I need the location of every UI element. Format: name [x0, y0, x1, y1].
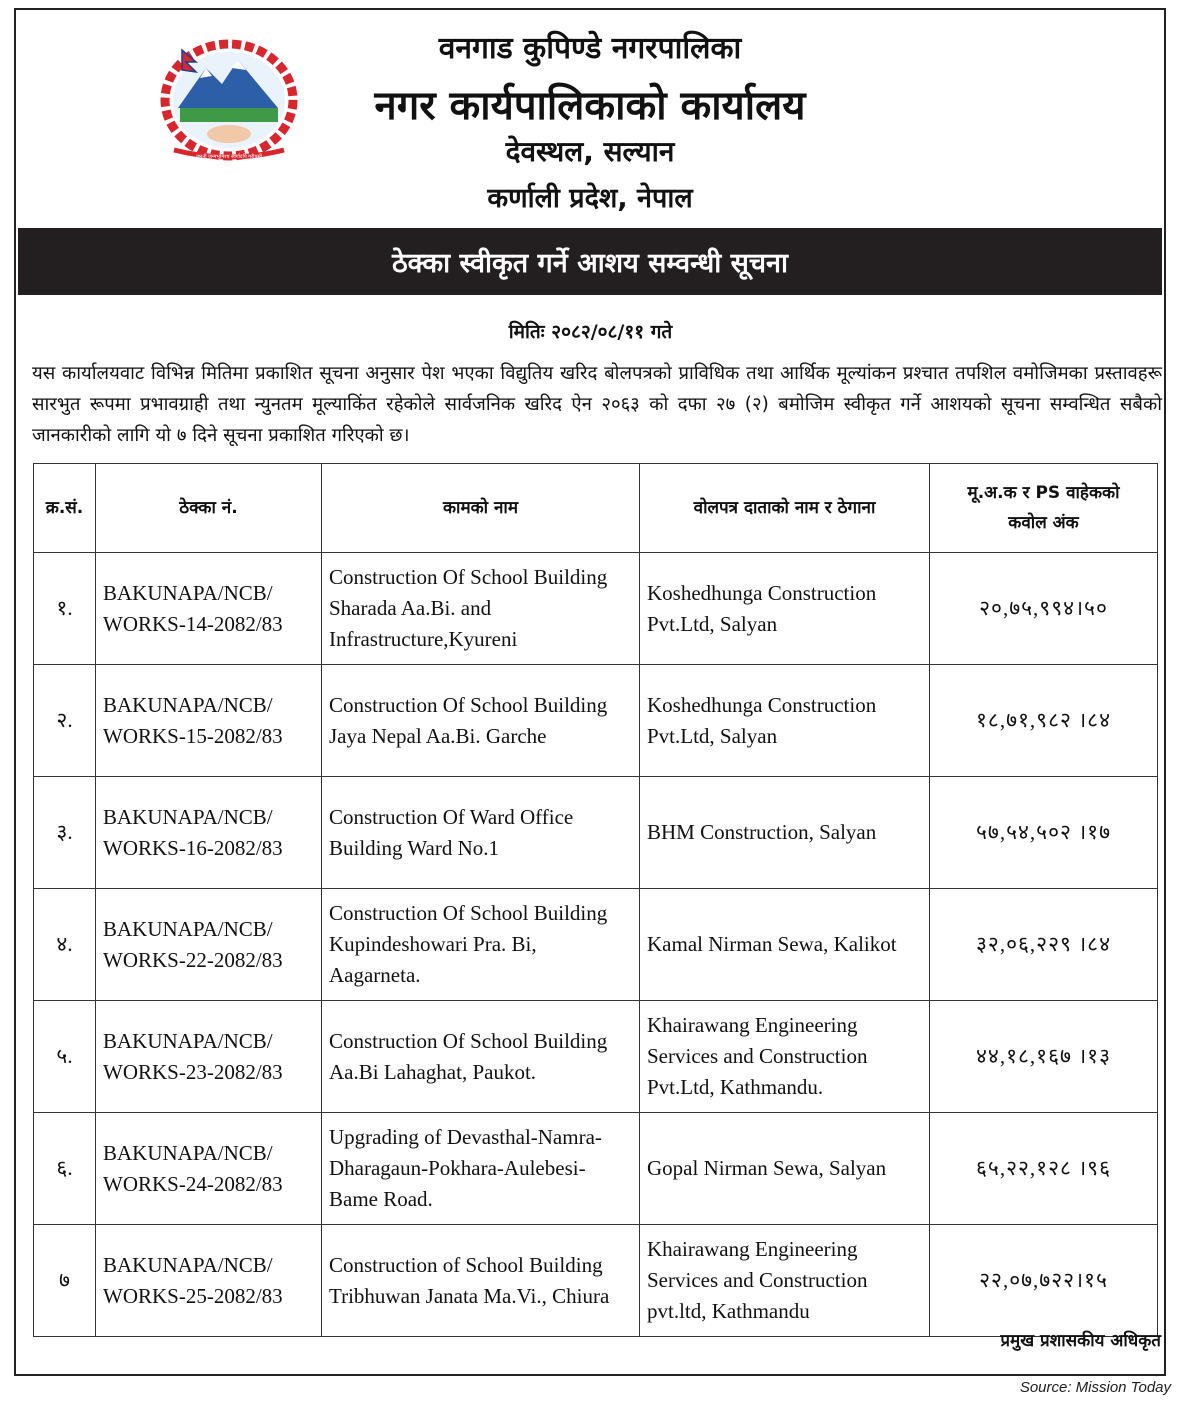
cell-sn: ४.: [34, 889, 96, 1001]
cell-sn: ६.: [34, 1113, 96, 1225]
cell-work-name: Construction Of School Building Kupindeshowari Pra. Bi, Aagarneta.: [322, 889, 640, 1001]
cell-amount: ५७,५४,५०२ ।१७: [930, 777, 1158, 889]
header-sn: क्र.सं.: [34, 464, 96, 553]
table-row: [34, 1113, 1158, 1225]
cell-contract-no: BAKUNAPA/NCB/ WORKS-14-2082/83: [96, 553, 322, 665]
cell-sn: २.: [34, 665, 96, 777]
table-header-row: [34, 464, 1158, 553]
cell-work-name: Construction Of School Building Sharada Aa.Bi. and Infrastructure,Kyureni: [322, 553, 640, 665]
nepal-emblem-icon: [156, 38, 302, 162]
notice-body: यस कार्यालयवाट विभिन्न मितिमा प्रकाशित सूचना अनुसार पेश भएका विद्युतिय खरिद बोलपत्रको प्राविधिक तथा आर्थिक मूल्यांकन प्रश्चात तपशिल वमोजिमका प्रस्तावहरू सारभुत रूपमा प्रभावग्राही तथा न्युनतम मूल्याकिंत रहेकोले सार्वजनिक खरिद ऐन २०६३ को दफा २७ (२) बमोजिम स्वीकृत गर्ने आशयको सूचना सम्वन्धित सबैको जानकारीको लागि यो ७ दिने सूचना प्रकाशित गरिएको छ।: [32, 363, 1162, 446]
header-amount: मू.अ.क र PS वाहेकको कवोल अंक: [930, 464, 1158, 553]
province-name: कर्णाली प्रदेश, नेपाल: [487, 183, 693, 214]
cell-amount: २२,०७,७२२।१५: [930, 1225, 1158, 1337]
header-contract-no: ठेक्का नं.: [96, 464, 322, 553]
cell-bidder: Khairawang Engineering Services and Construction Pvt.Ltd, Kathmandu.: [640, 1001, 930, 1113]
cell-bidder: BHM Construction, Salyan: [640, 777, 930, 889]
cell-work-name: Construction of School Building Tribhuwan Janata Ma.Vi., Chiura: [322, 1225, 640, 1337]
header-work-name: कामको नाम: [322, 464, 640, 553]
cell-contract-no: BAKUNAPA/NCB/ WORKS-15-2082/83: [96, 665, 322, 777]
cell-work-name: Construction Of Ward Office Building Ward No.1: [322, 777, 640, 889]
table-row: [34, 665, 1158, 777]
cell-contract-no: BAKUNAPA/NCB/ WORKS-23-2082/83: [96, 1001, 322, 1113]
table-row: [34, 553, 1158, 665]
notice-title-banner: [18, 228, 1162, 295]
cell-amount: २०,७५,९९४।५०: [930, 553, 1158, 665]
cell-contract-no: BAKUNAPA/NCB/ WORKS-16-2082/83: [96, 777, 322, 889]
cell-bidder: Kamal Nirman Sewa, Kalikot: [640, 889, 930, 1001]
office-location: देवस्थल, सल्यान: [505, 135, 675, 168]
cell-bidder: Koshedhunga Construction Pvt.Ltd, Salyan: [640, 553, 930, 665]
signatory: प्रमुख प्रशासकीय अधिकृत: [1000, 1331, 1161, 1351]
cell-sn: ५.: [34, 1001, 96, 1113]
emblem-motto: जननी जन्मभूमिश्च स्वर्गादपि गरीयसी: [195, 154, 263, 160]
cell-contract-no: BAKUNAPA/NCB/ WORKS-22-2082/83: [96, 889, 322, 1001]
municipality-name: वनगाड कुपिण्डे नगरपालिका: [438, 31, 742, 66]
table-row: [34, 889, 1158, 1001]
source-credit: Source: Mission Today: [1019, 1379, 1171, 1396]
cell-amount: ४४,१८,१६७ ।१३: [930, 1001, 1158, 1113]
contract-award-table: [33, 463, 1158, 1337]
cell-work-name: Construction Of School Building Aa.Bi Lahaghat, Paukot.: [322, 1001, 640, 1113]
cell-bidder: Khairawang Engineering Services and Construction pvt.ltd, Kathmandu: [640, 1225, 930, 1337]
cell-sn: ७: [34, 1225, 96, 1337]
table-row: [34, 777, 1158, 889]
notice-date: मितिः २०८२/०८/११ गते: [508, 321, 673, 343]
cell-amount: ३२,०६,२२९ ।८४: [930, 889, 1158, 1001]
notice-title: ठेक्का स्वीकृत गर्ने आशय सम्वन्धी सूचना: [391, 248, 789, 279]
cell-contract-no: BAKUNAPA/NCB/ WORKS-25-2082/83: [96, 1225, 322, 1337]
cell-amount: १८,७१,९८२ ।८४: [930, 665, 1158, 777]
table-row: [34, 1001, 1158, 1113]
cell-work-name: Upgrading of Devasthal-Namra-Dharagaun-Pokhara-Aulebesi-Bame Road.: [322, 1113, 640, 1225]
cell-bidder: Koshedhunga Construction Pvt.Ltd, Salyan: [640, 665, 930, 777]
cell-contract-no: BAKUNAPA/NCB/ WORKS-24-2082/83: [96, 1113, 322, 1225]
office-name: नगर कार्यपालिकाको कार्यालय: [374, 83, 806, 129]
cell-sn: १.: [34, 553, 96, 665]
cell-amount: ६५,२२,१२८ ।९६: [930, 1113, 1158, 1225]
cell-bidder: Gopal Nirman Sewa, Salyan: [640, 1113, 930, 1225]
cell-work-name: Construction Of School Building Jaya Nepal Aa.Bi. Garche: [322, 665, 640, 777]
table-row: [34, 1225, 1158, 1337]
cell-sn: ३.: [34, 777, 96, 889]
header-bidder: वोलपत्र दाताको नाम र ठेगाना: [640, 464, 930, 553]
